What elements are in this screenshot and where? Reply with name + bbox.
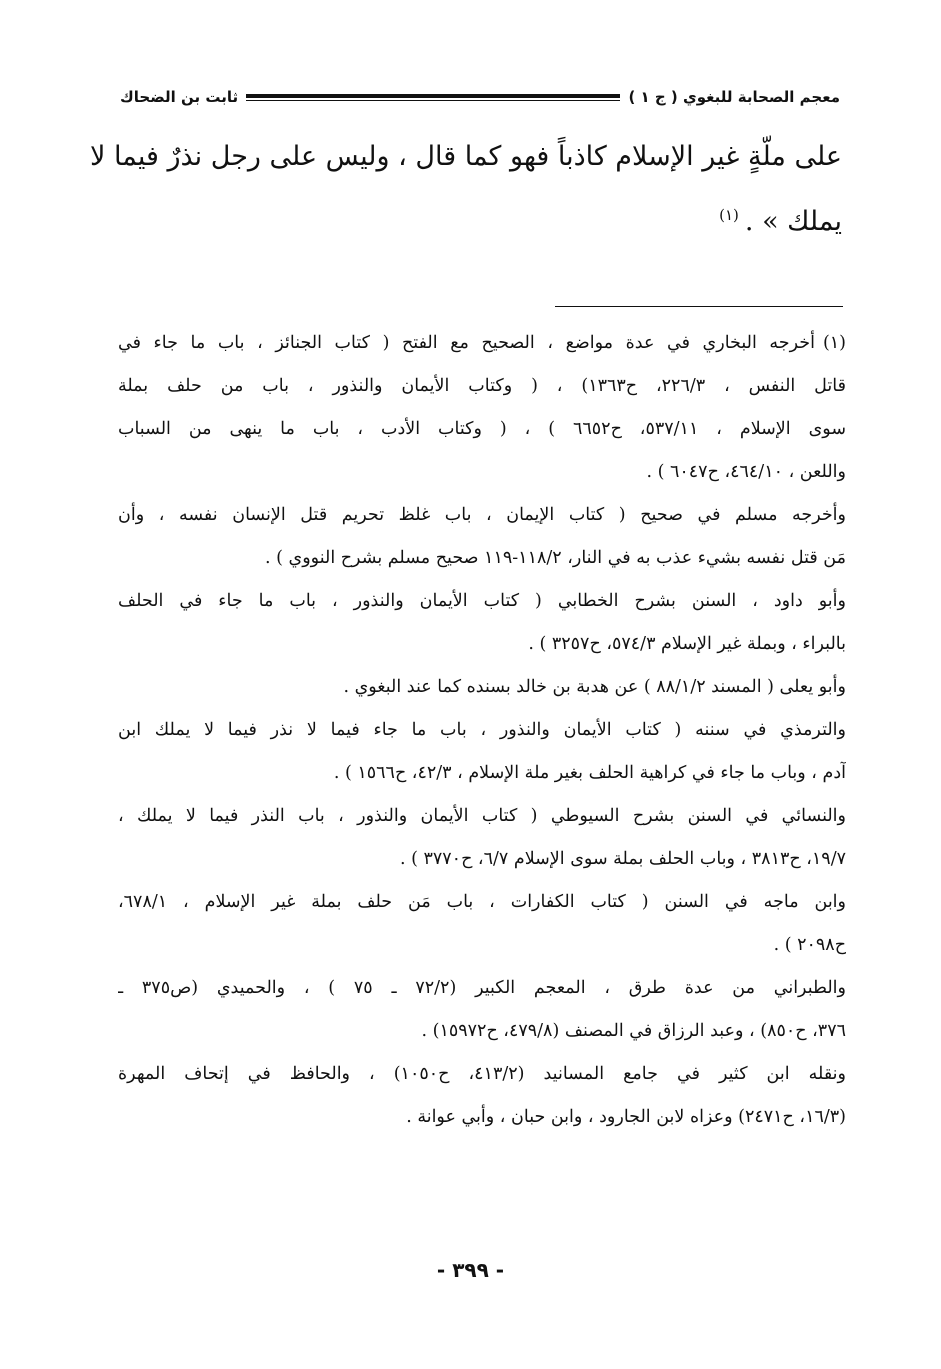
page-number: - ٣٩٩ - (436, 1258, 505, 1282)
footnote-line: ونقله ابن كثير في جامع المسانيد (٤١٣/٢، ح١٠٥٠) ، والحافظ في إتحاف المهرة (118, 1064, 846, 1084)
footnote-line: والطبراني من عدة طرق ، المعجم الكبير (٧٢/٢ ـ ٧٥ ) ، والحميدي (ص٣٧٥ ـ (118, 978, 846, 998)
footnote-line: وابن ماجه في السنن ( كتاب الكفارات ، باب مَن حلف بملة غير الإسلام ، ٦٧٨/١، (118, 892, 846, 912)
footnote-line: مَن قتل نفسه بشيء عذب به في النار، ١١٨/٢-١١٩ صحيح مسلم بشرح النووي ) . (265, 548, 846, 568)
footnote-line: وأبو داود ، السنن بشرح الخطابي ( كتاب الأيمان والنذور ، باب ما جاء في الحلف (118, 591, 846, 611)
footnote-number: (١) (822, 333, 846, 353)
footnote-line: وأبو يعلى ( المسند ٨٨/١/٢ ) عن هدبة بن خالد بسنده كما عند البغوي . (343, 677, 846, 697)
footnotes (118, 322, 846, 1139)
footnote-marker: (١) (719, 206, 739, 224)
header-rule (246, 94, 620, 101)
footnote-line: والنسائي في السنن بشرح السيوطي ( كتاب الأيمان والنذور ، باب النذر فيما لا يملك ، (118, 806, 846, 826)
footnote-separator (555, 306, 843, 307)
footnote-line: ١٩/٧، ح٣٨١٣ ، وباب الحلف بملة سوى الإسلام ٦/٧، ح٣٧٧٠ ) . (399, 849, 846, 869)
footnote-line: وأخرجه مسلم في صحيح ( كتاب الإيمان ، باب غلظ تحريم قتل الإنسان نفسه ، وأن (118, 505, 846, 525)
footnote-line: والترمذي في سننه ( كتاب الأيمان والنذور ، باب ما جاء فيما لا نذر فيما لا يملك ابن (118, 720, 846, 740)
book-title: معجم الصحابة للبغوي ( ج ١ ) (628, 88, 840, 106)
footnote-line (118, 322, 846, 365)
footnote-line: واللعن ، ٤٦٤/١٠، ح٦٠٤٧ ) . (646, 462, 846, 482)
running-header (120, 82, 840, 112)
footnote-line: ح٢٠٩٨ ) . (773, 935, 846, 955)
main-text-line-content: يملك » . (744, 206, 842, 237)
footnote-line: قاتل النفس ، ٢٢٦/٣، ح١٣٦٣) ، ( وكتاب الأيمان والنذور ، باب من حلف بملة (118, 376, 846, 396)
footnote-line: سوى الإسلام ، ٥٣٧/١١، ح٦٦٥٢ ) ، ( وكتاب الأدب ، باب ما ينهى من السباب (118, 419, 846, 439)
main-text (90, 128, 842, 251)
footnote-line-text: أخرجه البخاري في عدة مواضع ، الصحيح مع الفتح ( كتاب الجنائز ، باب ما جاء في (118, 333, 815, 353)
footnote-line: بالبراء ، وبملة غير الإسلام ٥٧٤/٣، ح٣٢٥٧ ) . (528, 634, 846, 654)
footnote-line: (١٦/٣، ح٢٤٧١) وعزاه لابن الجارود ، وابن حبان ، وأبي عوانة . (406, 1107, 846, 1127)
entry-name: ثابت بن الضحاك (120, 88, 239, 106)
footnote-line: ٣٧٦، ح٨٥٠) ، وعبد الرزاق في المصنف (٤٧٩/٨، ح١٥٩٧٢) . (421, 1021, 846, 1041)
footnote-line: آدم ، وباب ما جاء في كراهية الحلف بغير ملة الإسلام ، ٤٢/٣، ح١٥٦٦ ) . (333, 763, 846, 783)
main-text-line: على ملّةٍ غير الإسلام كاذباً فهو كما قال ، وليس على رجل نذرٌ فيما لا (90, 141, 842, 172)
main-text-line (122, 186, 842, 251)
